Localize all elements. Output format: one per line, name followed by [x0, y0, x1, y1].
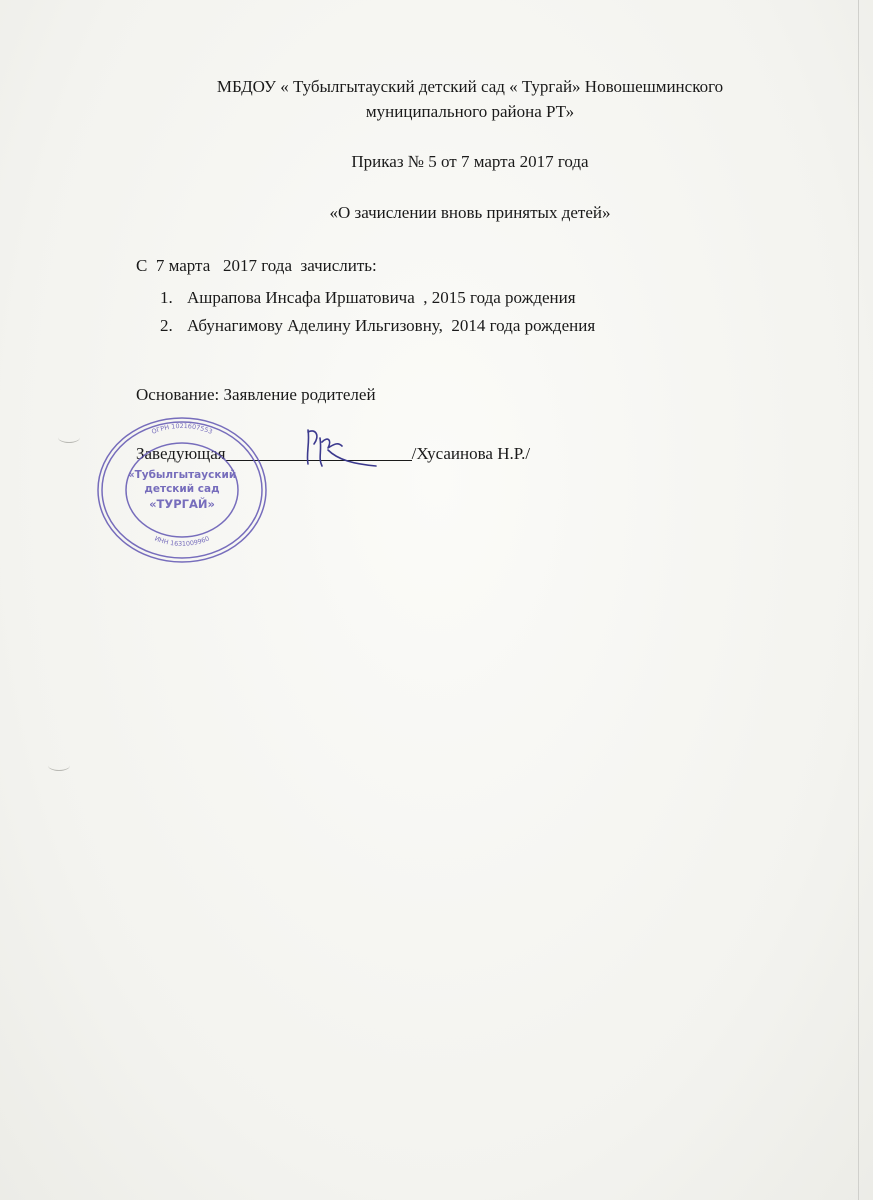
enroll-list	[160, 284, 595, 340]
head-name: /Хусаинова Н.Р./	[411, 444, 531, 463]
list-item-text: Ашрапова Инсафа Иршатовича , 2015 года рождения	[187, 288, 576, 307]
punch-hole-mark	[48, 760, 70, 771]
handwritten-signature	[298, 424, 378, 470]
list-item	[160, 284, 595, 312]
punch-hole-mark	[58, 432, 80, 443]
organization-header	[100, 74, 840, 124]
stamp-center-line-1: «Тубылгытауский	[127, 469, 237, 481]
stamp-inn: ИНН 1631009960	[153, 534, 211, 548]
stamp-ogrn: ОГРН 1021607553	[150, 421, 214, 436]
list-item-number: 2.	[160, 316, 173, 335]
stamp-center-line-2: детский сад	[144, 483, 220, 495]
enroll-intro: С 7 марта 2017 года зачислить:	[136, 256, 377, 275]
header-line-2: муниципального района РТ»	[365, 102, 575, 121]
head-title: Заведующая	[136, 444, 226, 463]
order-number: Приказ № 5 от 7 марта 2017 года	[351, 152, 589, 171]
organization-stamp	[92, 412, 272, 564]
header-line-1: МБДОУ « Тубылгытауский детский сад « Тургай» Новошешминского	[216, 77, 724, 96]
stamp-center-line-3: «ТУРГАЙ»	[149, 497, 215, 511]
page-edge	[858, 0, 859, 1200]
order-subject: «О зачислении вновь принятых детей»	[329, 203, 611, 222]
list-item-text: Абунагимову Аделину Ильгизовну, 2014 года рождения	[187, 316, 596, 335]
list-item-number: 1.	[160, 288, 173, 307]
basis-line: Основание: Заявление родителей	[136, 385, 376, 404]
list-item	[160, 312, 595, 340]
